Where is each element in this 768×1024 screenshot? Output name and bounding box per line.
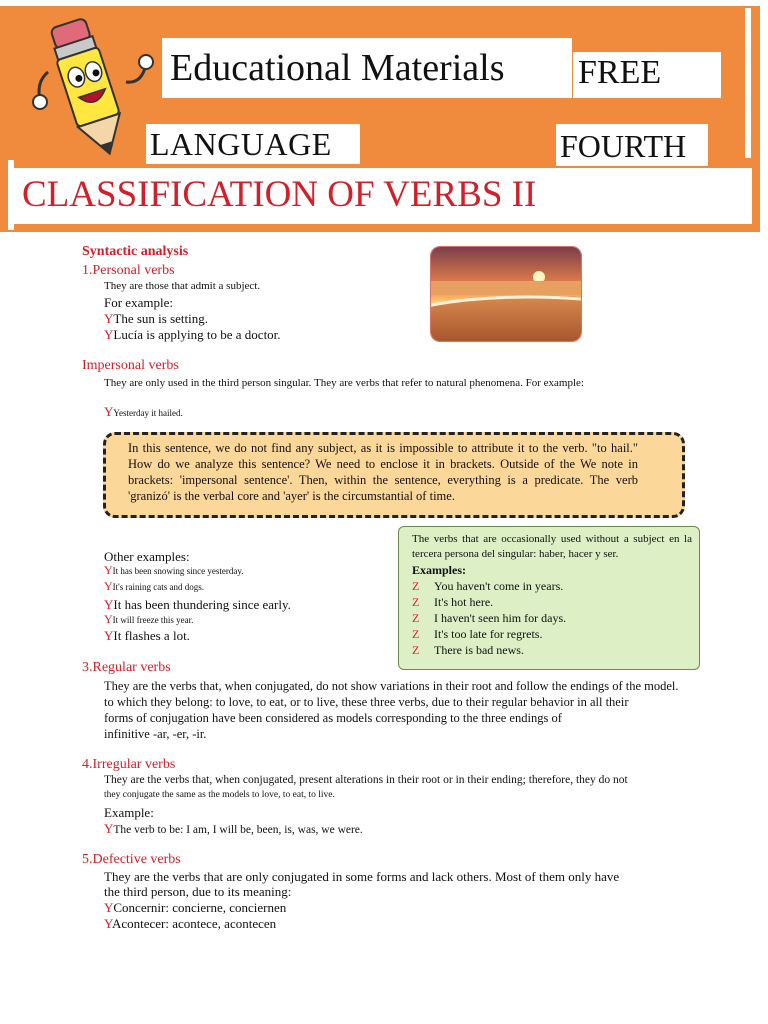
- bullet-icon: Y: [104, 597, 114, 612]
- bullet-icon: Z: [412, 627, 420, 641]
- list-item: YIt has been snowing since yesterday.: [104, 563, 244, 577]
- topic-title: CLASSIFICATION OF VERBS II: [22, 174, 537, 215]
- personal-title: 1.Personal verbs: [82, 263, 175, 278]
- bullet-icon: Y: [104, 821, 114, 836]
- bullet-icon: Y: [104, 916, 112, 931]
- list-item: YThe verb to be: I am, I will be, been, is, was, we were.: [104, 821, 363, 836]
- irregular-text-2: they conjugate the same as the models to love, to eat, to live.: [104, 790, 335, 800]
- bullet-icon: Y: [104, 327, 114, 342]
- bullet-icon: Z: [412, 643, 420, 657]
- bullet-icon: Y: [104, 612, 113, 626]
- note-examples-list: [412, 578, 566, 658]
- regular-text: They are the verbs that, when conjugated, do not show variations in their root and follow the endings of the model. to which they belong: to love, to eat, or to live, these three verbs, due to their regular behavior in all their forms of conjugation have been considered as models corresponding to the three endings of infinitive -ar, -er, -ir.: [104, 679, 679, 741]
- bullet-icon: Y: [104, 311, 114, 326]
- explanation-text: In this sentence, we do not find any subject, as it is impossible to attribute it to the verb. "to hail." How do we analyze this sentence? We need to enclose it in brackets. Outside of the We note in brackets: 'impersonal sentence'. Then, within the sentence, everything is a predicate. The verb 'granizó' is the verbal core and 'ayer' is the circumstantial of time.: [128, 441, 638, 503]
- bullet-icon: Y: [104, 900, 114, 915]
- bullet-icon: Y: [104, 628, 114, 643]
- list-item: YAcontecer: acontece, acontecen: [104, 916, 277, 931]
- bullet-icon: Y: [104, 579, 113, 593]
- list-item: Z I haven't seen him for days.: [412, 611, 567, 625]
- bullet-icon: Z: [412, 595, 420, 609]
- list-item: YYesterday it hailed.: [104, 404, 183, 419]
- bullet-icon: Y: [104, 404, 114, 419]
- list-item: YIt has been thundering since early.: [104, 597, 291, 612]
- bullet-icon: Z: [412, 579, 420, 593]
- note-examples-label: Examples:: [412, 563, 466, 577]
- defective-text-2: the third person, due to its meaning:: [104, 884, 292, 899]
- irregular-text-1: They are the verbs that, when conjugated, present alterations in their root or in their ending; therefore, they do not: [104, 774, 628, 786]
- list-item: Z There is bad news.: [412, 643, 524, 657]
- list-item: YConcernir: concierne, conciernen: [104, 900, 287, 915]
- list-item: YIt's raining cats and dogs.: [104, 579, 205, 593]
- personal-definition: They are those that admit a subject.: [104, 280, 261, 292]
- list-item: Z You haven't come in years.: [412, 579, 564, 593]
- free-label: FREE: [578, 54, 662, 91]
- list-item: YThe sun is setting.: [104, 311, 208, 326]
- list-item: YIt will freeze this year.: [104, 612, 194, 626]
- header-strip-right: [745, 8, 751, 158]
- section-syntactic: Syntactic analysis: [82, 244, 189, 259]
- header-top-edge: [0, 0, 768, 6]
- list-item: Z It's hot here.: [412, 595, 494, 609]
- grade-label: FOURTH: [560, 128, 687, 164]
- defective-text-1: They are the verbs that are only conjugated in some forms and lack others. Most of them only have: [104, 869, 620, 884]
- note-intro: The verbs that are occasionally used without a subject en la tercera persona del singular: haber, hacer y ser.: [412, 533, 692, 560]
- subject-label: LANGUAGE: [150, 126, 332, 162]
- list-item: YLucía is applying to be a doctor.: [104, 327, 281, 342]
- defective-title: 5.Defective verbs: [82, 852, 181, 867]
- regular-title: 3.Regular verbs: [82, 660, 171, 675]
- bullet-icon: Z: [412, 611, 420, 625]
- other-examples-label: Other examples:: [104, 549, 190, 564]
- page-title: Educational Materials: [170, 47, 505, 89]
- list-item: Z It's too late for regrets.: [412, 627, 543, 641]
- pencil-mascot-icon: [18, 12, 158, 162]
- impersonal-definition: They are only used in the third person singular. They are verbs that refer to natural phenomena. For example:: [104, 377, 584, 389]
- for-example-label: For example:: [104, 295, 173, 310]
- bullet-icon: Y: [104, 563, 113, 577]
- example-label: Example:: [104, 805, 154, 820]
- sunset-beach-image: [430, 246, 582, 342]
- list-item: YIt flashes a lot.: [104, 628, 190, 643]
- irregular-title: 4.Irregular verbs: [82, 757, 176, 772]
- impersonal-title: Impersonal verbs: [82, 358, 179, 373]
